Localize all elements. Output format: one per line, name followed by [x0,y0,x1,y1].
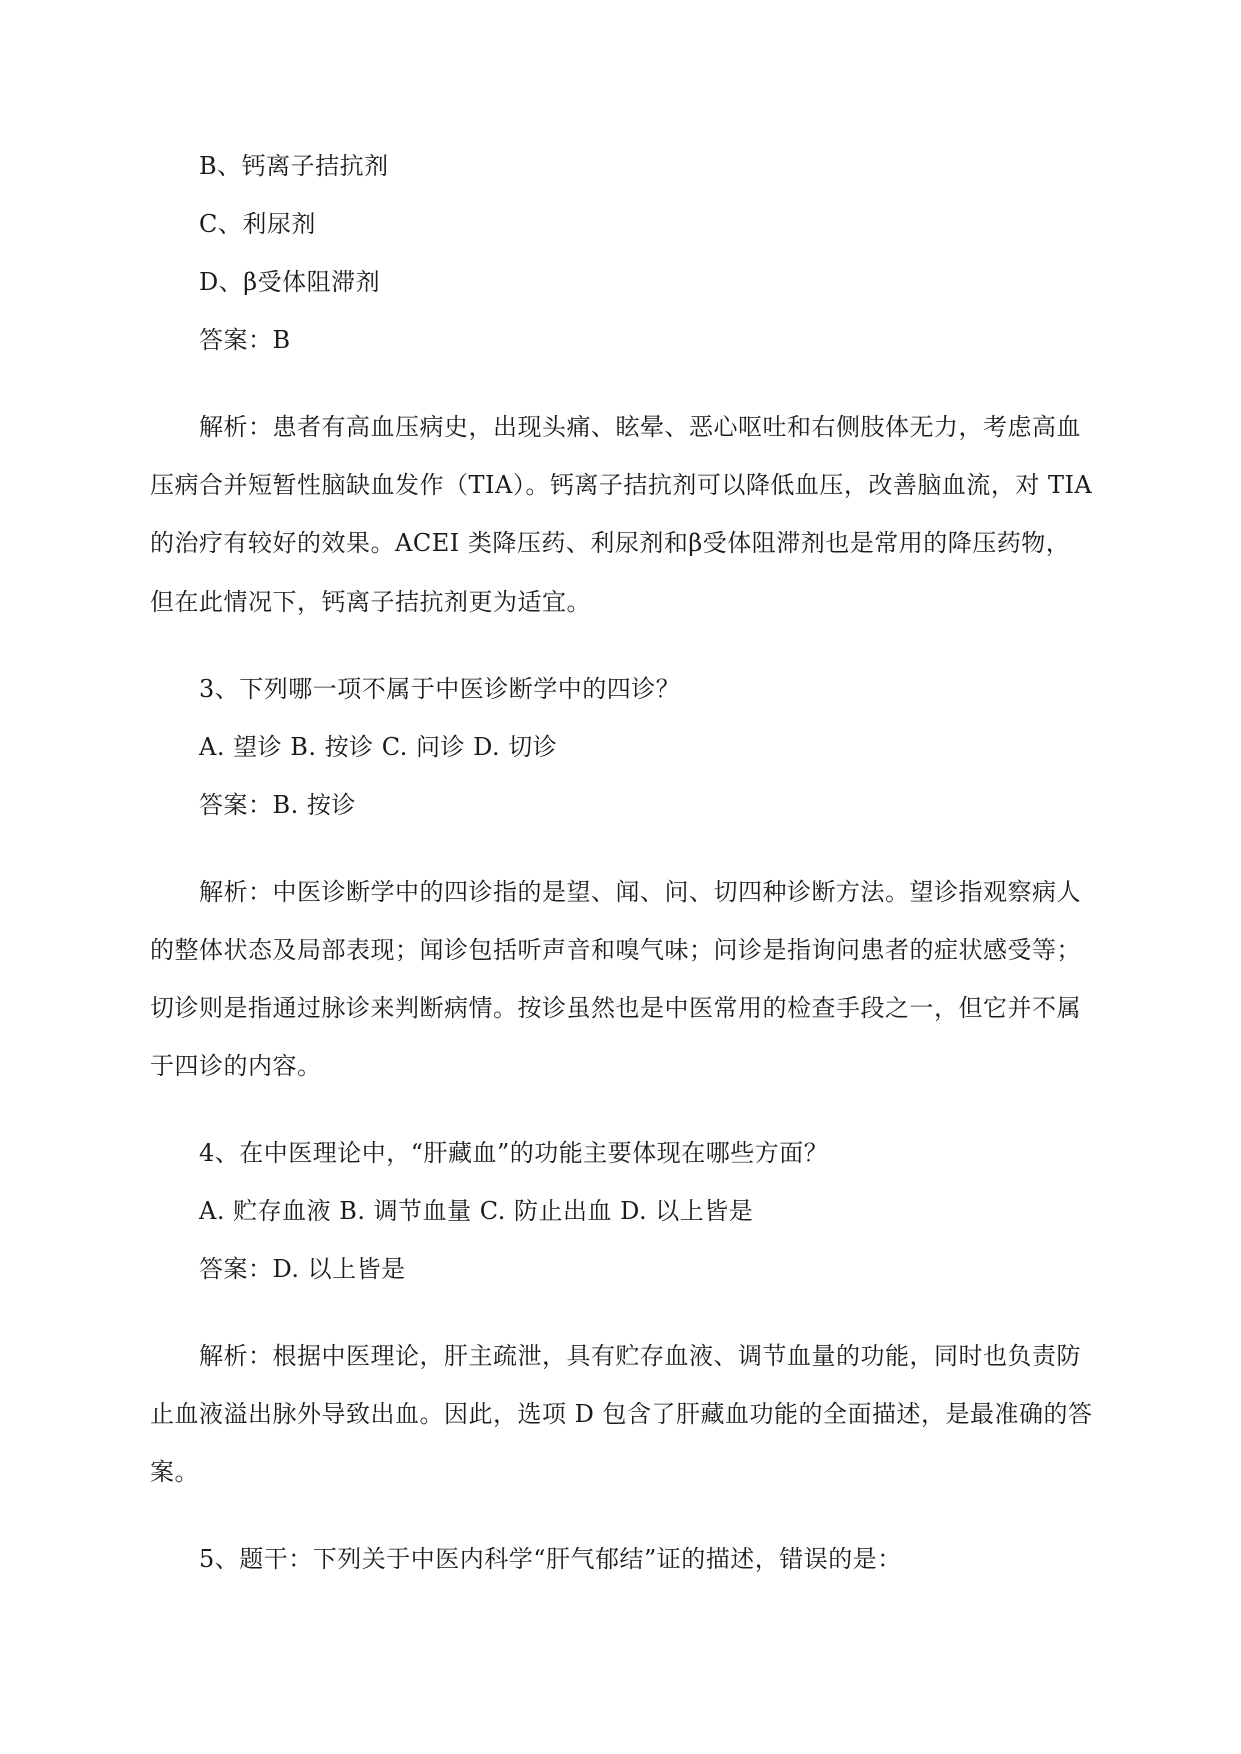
answer-q2: 答案：B [199,326,291,354]
analysis-q3-line: 切诊则是指通过脉诊来判断病情。按诊虽然也是中医常用的检查手段之一，但它并不属 [150,994,1081,1022]
analysis-q2-line: 的治疗有较好的效果。ACEI 类降压药、利尿剂和β受体阻滞剂也是常用的降压药物， [150,529,1071,557]
analysis-q4-line: 解析：根据中医理论，肝主疏泄，具有贮存血液、调节血量的功能，同时也负责防 [199,1342,1081,1370]
analysis-q2-line: 解析：患者有高血压病史，出现头痛、眩晕、恶心呕吐和右侧肢体无力，考虑高血 [199,413,1081,441]
analysis-q3-line: 的整体状态及局部表现；闻诊包括听声音和嗅气味；问诊是指询问患者的症状感受等； [150,936,1081,964]
answer-q3: 答案：B. 按诊 [199,791,356,819]
options-q3: A. 望诊 B. 按诊 C. 问诊 D. 切诊 [199,733,558,761]
analysis-q4-line: 案。 [150,1458,199,1486]
question-5: 5、题干：下列关于中医内科学“肝气郁结”证的描述，错误的是： [199,1545,902,1573]
question-4: 4、在中医理论中，“肝藏血”的功能主要体现在哪些方面？ [199,1139,829,1167]
question-3: 3、下列哪一项不属于中医诊断学中的四诊？ [199,675,681,703]
option-b: B、钙离子拮抗剂 [199,152,389,180]
analysis-q3-line: 于四诊的内容。 [150,1052,322,1080]
option-d: D、β受体阻滞剂 [199,268,381,296]
options-q4: A. 贮存血液 B. 调节血量 C. 防止出血 D. 以上皆是 [199,1197,754,1225]
analysis-q3-line: 解析：中医诊断学中的四诊指的是望、闻、问、切四种诊断方法。望诊指观察病人 [199,878,1081,906]
analysis-q2-line: 但在此情况下，钙离子拮抗剂更为适宜。 [150,588,591,616]
option-c: C、利尿剂 [199,210,316,238]
analysis-q2-line: 压病合并短暂性脑缺血发作（TIA）。钙离子拮抗剂可以降低血压，改善脑血流，对 TIA [150,471,1093,499]
analysis-q4-line: 止血液溢出脉外导致出血。因此，选项 D 包含了肝藏血功能的全面描述，是最准确的答 [150,1400,1093,1428]
answer-q4: 答案：D. 以上皆是 [199,1255,406,1283]
